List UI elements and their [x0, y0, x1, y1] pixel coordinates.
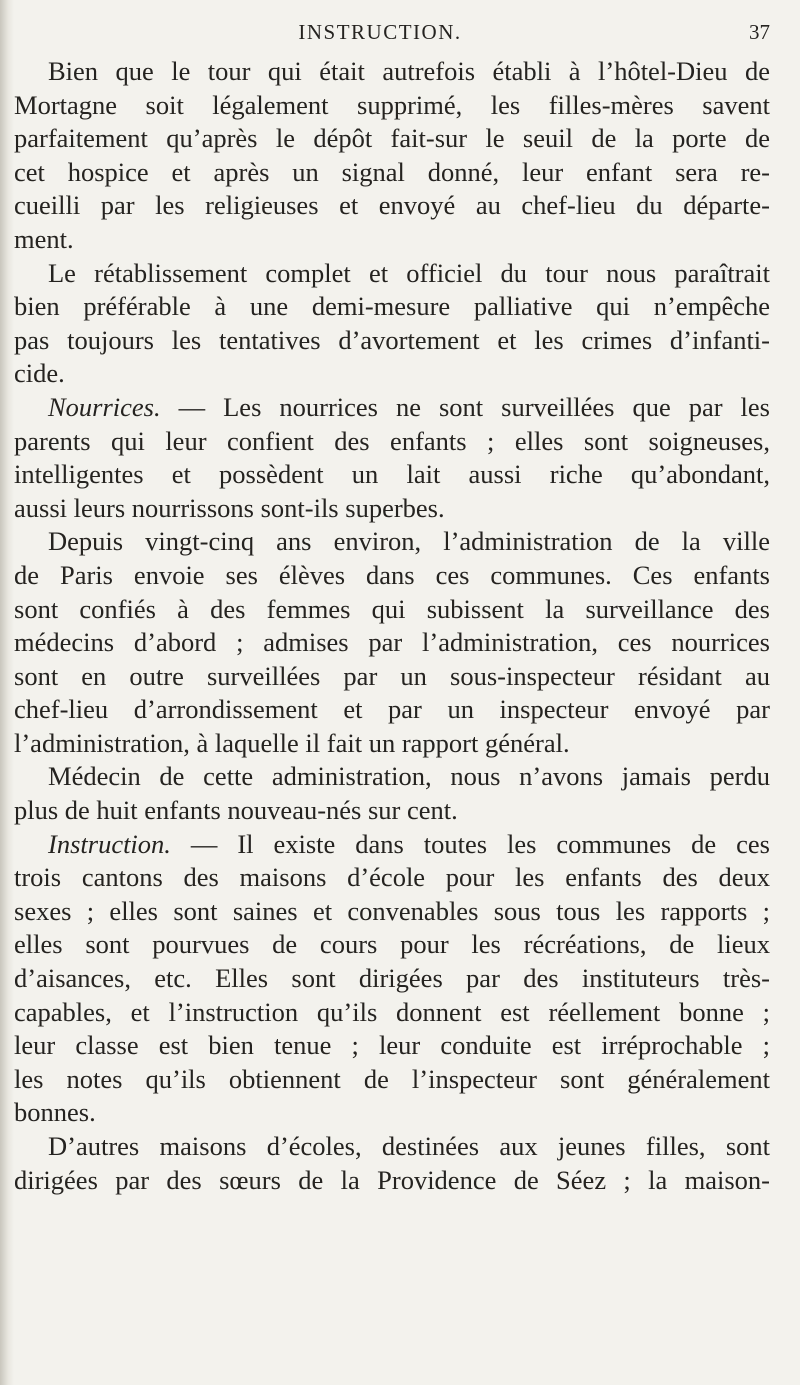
page-number: 37	[749, 20, 770, 44]
text-line: sont en outre surveillées par un sous-inspecteur résidant au	[14, 660, 770, 691]
text-line: ment.	[14, 223, 74, 254]
text-line: sexes ; elles sont saines et convenables sous tous les rapports ;	[14, 895, 770, 926]
page-header	[0, 18, 800, 48]
text-line: Le rétablissement complet et officiel du tour nous paraîtrait	[48, 257, 770, 288]
body-text	[14, 55, 770, 1197]
text-line: l’administration, à laquelle il fait un rapport général.	[14, 727, 570, 758]
text-line: sont confiés à des femmes qui subissent la surveillance des	[14, 593, 770, 624]
text-line: médecins d’abord ; admises par l’administration, ces nourrices	[14, 627, 770, 658]
text-line: parfaitement qu’après le dépôt fait-sur le seuil de la porte de	[14, 123, 770, 154]
text-line: elles sont pourvues de cours pour les récréations, de lieux	[14, 929, 770, 960]
text-line: leur classe est bien tenue ; leur conduite est irréprochable ;	[14, 1030, 770, 1061]
text-run: — Il existe dans toutes les communes de ces	[170, 828, 770, 859]
text-line: pas toujours les tentatives d’avortement et les crimes d’infanti-	[14, 324, 770, 355]
section-heading-line	[14, 828, 770, 862]
text-line: dirigées par des sœurs de la Providence de Séez ; la maison-	[14, 1164, 770, 1195]
text-line: de Paris envoie ses élèves dans ces communes. Ces enfants	[14, 559, 770, 590]
text-line: bien préférable à une demi-mesure palliative qui n’empêche	[14, 291, 770, 322]
text-line: aussi leurs nourrissons sont-ils superbes.	[14, 492, 445, 523]
section-heading-nourrices: Nourrices.	[48, 391, 161, 422]
section-heading-line	[14, 391, 770, 425]
text-line: Mortagne soit légalement supprimé, les filles-mères savent	[14, 89, 770, 120]
text-line: parents qui leur confient des enfants ; elles sont soigneuses,	[14, 425, 770, 456]
text-line: d’aisances, etc. Elles sont dirigées par des instituteurs très-	[14, 963, 770, 994]
text-line: Médecin de cette administration, nous n’avons jamais perdu	[48, 761, 770, 792]
text-line: plus de huit enfants nouveau-nés sur cent.	[14, 795, 458, 826]
text-line: les notes qu’ils obtiennent de l’inspecteur sont généralement	[14, 1063, 770, 1094]
text-line: Depuis vingt-cinq ans environ, l’administration de la ville	[48, 526, 770, 557]
text-line: Bien que le tour qui était autrefois établi à l’hôtel-Dieu de	[48, 56, 770, 86]
running-title: INSTRUCTION.	[298, 20, 462, 44]
text-run: — Les nourrices ne sont surveillées que par les	[160, 391, 770, 422]
text-line: bonnes.	[14, 1097, 96, 1128]
text-line: intelligentes et possèdent un lait aussi riche qu’abondant,	[14, 459, 770, 490]
section-heading-instruction: Instruction.	[48, 828, 171, 859]
text-line: cide.	[14, 358, 65, 389]
text-line: capables, et l’instruction qu’ils donnent est réellement bonne ;	[14, 996, 770, 1027]
text-line: cet hospice et après un signal donné, leur enfant sera re-	[14, 156, 770, 187]
text-line: chef-lieu d’arrondissement et par un inspecteur envoyé par	[14, 694, 770, 725]
text-line: trois cantons des maisons d’école pour les enfants des deux	[14, 862, 770, 893]
text-line: cueilli par les religieuses et envoyé au chef-lieu du départe-	[14, 190, 770, 221]
page-binding-edge	[0, 0, 14, 1385]
text-line: D’autres maisons d’écoles, destinées aux jeunes filles, sont	[48, 1131, 770, 1161]
